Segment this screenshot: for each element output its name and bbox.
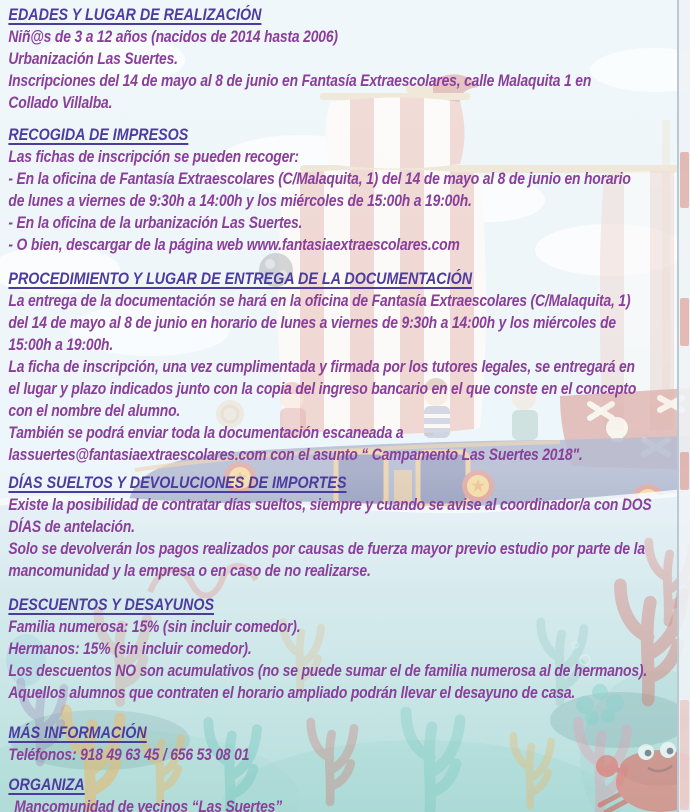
text-line: Las fichas de inscripción se pueden recoger: (8, 148, 299, 166)
section-heading: MÁS INFORMACIÓN (8, 723, 147, 742)
text-line: Los descuentos NO son acumulativos (no se puede sumar el de familia numerosa al de hermanos). (8, 662, 648, 680)
text-line: La ficha de inscripción, una vez cumplimentada y firmada por los tutores legales, se entregará en (8, 358, 635, 376)
text-line: del 14 de mayo al 8 de junio en horario de lunes a viernes de 9:30h a 14:00h y los miércoles de (8, 314, 616, 332)
section-procedimiento (8, 268, 685, 466)
text-line: 15:00h a 19:00h. (8, 336, 114, 354)
text-line: La entrega de la documentación se hará en la oficina de Fantasía Extraescolares (C/Malaquita, 1) (8, 292, 631, 310)
text-line: lassuertes@fantasiaextraescolares.com con el asunto “ Campamento Las Suertes 2018". (8, 446, 583, 464)
text-line: Hermanos: 15% (sin incluir comedor). (8, 640, 252, 658)
text-line: - O bien, descargar de la página web www.fantasiaextraescolares.com (8, 236, 460, 254)
text-line: Urbanización Las Suertes. (8, 50, 178, 68)
section-recogida (8, 124, 685, 256)
section-heading: ORGANIZA (8, 775, 85, 794)
section-edades (8, 4, 685, 114)
organizer-name: Mancomunidad de vecinos “Las Suertes” (14, 798, 282, 812)
text-line: mancomunidad y la empresa o en caso de no realizarse. (8, 562, 371, 580)
section-dias-sueltos (8, 472, 685, 582)
text-line: Collado Villalba. (8, 94, 113, 112)
text-line: con el nombre del alumno. (8, 402, 181, 420)
section-descuentos (8, 594, 685, 704)
section-heading: RECOGIDA DE IMPRESOS (8, 125, 189, 144)
section-heading: DÍAS SUELTOS Y DEVOLUCIONES DE IMPORTES (8, 473, 347, 492)
section-heading: PROCEDIMIENTO Y LUGAR DE ENTREGA DE LA DOCUMENTACIÓN (8, 269, 473, 288)
section-heading: EDADES Y LUGAR DE REALIZACIÓN (8, 5, 262, 24)
text-line: DÍAS de antelación. (8, 518, 135, 536)
text-line: Familia numerosa: 15% (sin incluir comedor). (8, 618, 301, 636)
section-heading: DESCUENTOS Y DESAYUNOS (8, 595, 215, 614)
text-line: - En la oficina de Fantasía Extraescolares (C/Malaquita, 1) del 14 de mayo al 8 de junio en horario (8, 170, 631, 188)
text-line: Inscripciones del 14 de mayo al 8 de junio en Fantasía Extraescolares, calle Malaquita 1 en (8, 72, 592, 90)
text-line: de lunes a viernes de 9:30h a 14:00h y los miércoles de 15:00h a 19:00h. (8, 192, 472, 210)
text-line: el lugar y plazo indicados junto con la copia del ingreso bancario en el que conste en el concepto (8, 380, 637, 398)
phone-numbers: Teléfonos: 918 49 63 45 / 656 53 08 01 (8, 746, 250, 764)
text-line: Aquellos alumnos que contraten el horario ampliado podrán llevar el desayuno de casa. (8, 684, 576, 702)
text-line: - En la oficina de la urbanización Las Suertes. (8, 214, 303, 232)
text-line: Existe la posibilidad de contratar días sueltos, siempre y cuando se avise al coordinador/a con DOS (8, 496, 652, 514)
text-line: También se podrá enviar toda la documentación escaneada a (8, 424, 404, 442)
text-line: Solo se devolverán los pagos realizados por causas de fuerza mayor previo estudio por parte de la (8, 540, 645, 558)
text-line: Niñ@s de 3 a 12 años (nacidos de 2014 hasta 2006) (8, 28, 338, 46)
section-organiza (8, 774, 685, 812)
section-mas-informacion (8, 722, 685, 766)
